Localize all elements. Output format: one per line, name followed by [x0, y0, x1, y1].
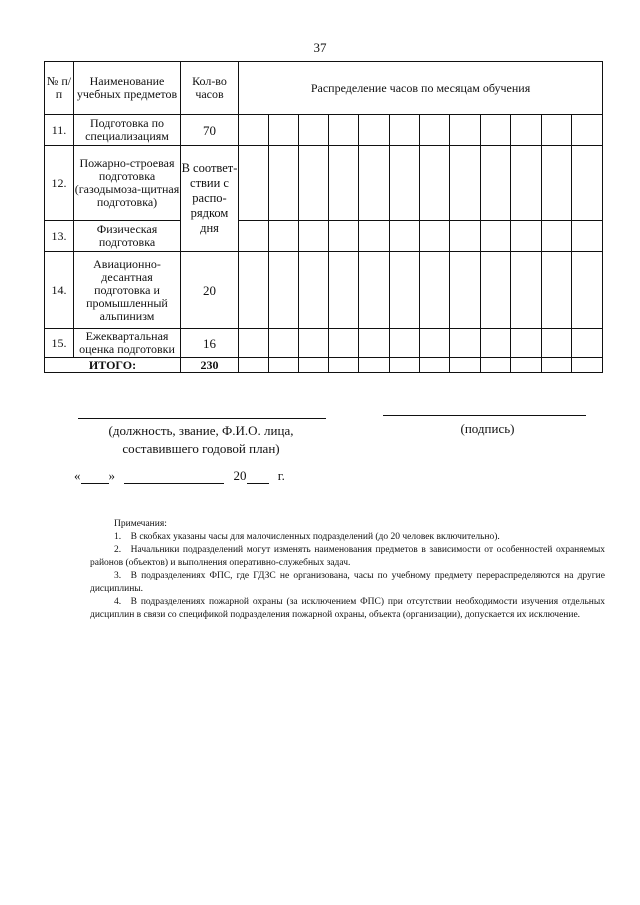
header-hours: Кол-во часов [181, 62, 239, 115]
table-row [45, 146, 603, 221]
signature-caption: (подпись) [460, 421, 515, 436]
row-hours: 20 [181, 252, 239, 329]
table-total-row [45, 358, 603, 373]
row-hours: 70 [181, 115, 239, 146]
note-item: 1. В скобках указаны часы для малочисленных подразделений (до 20 человек включительно). [114, 532, 500, 542]
date-open-quote: « [74, 468, 81, 483]
table-row [45, 221, 603, 252]
date-close-quote: » [108, 468, 115, 483]
total-label: ИТОГО: [45, 358, 181, 373]
table-row [45, 329, 603, 358]
row-num: 12. [45, 146, 74, 221]
row-name: Ежеквартальная оценка подготовки [74, 329, 181, 358]
note-item: 4. В подразделениях пожарной охраны (за исключением ФПС) при отсутствии необходимости изучения отдельных дисциплин в связи со спецификой подразделения пожарной охраны, объекта (организации), допускается их исключение. [90, 597, 605, 620]
header-distribution: Распределение часов по месяцам обучения [239, 62, 603, 115]
signature-position-line [78, 418, 326, 419]
row-hours-merged: В соответ-ствии с распо-рядком дня [181, 146, 239, 252]
row-name: Пожарно-строевая подготовка (газодымоза-щитная подготовка) [74, 146, 181, 221]
row-num: 11. [45, 115, 74, 146]
position-caption: (должность, звание, Ф.И.О. лица, составившего годовой план) [108, 423, 294, 456]
table-header-row [45, 62, 603, 115]
page-number: 37 [313, 40, 327, 55]
total-hours: 230 [181, 358, 239, 373]
table-row [45, 115, 603, 146]
notes-title: Примечания: [114, 519, 167, 529]
note-item: 3. В подразделениях ФПС, где ГДЗС не организована, часы по учебному предмету перераспределяются на другие дисциплины. [90, 571, 605, 594]
row-num: 15. [45, 329, 74, 358]
header-name: Наименование учебных предметов [74, 62, 181, 115]
row-num: 13. [45, 221, 74, 252]
training-plan-table [44, 61, 603, 373]
year-suffix: г. [277, 468, 285, 483]
month-blank [124, 471, 224, 484]
notes [90, 518, 605, 622]
day-blank [81, 471, 109, 484]
year-prefix: 20 [233, 468, 247, 483]
row-name: Подготовка по специализациям [74, 115, 181, 146]
row-name: Физическая подготовка [74, 221, 181, 252]
table-row [45, 252, 603, 329]
row-num: 14. [45, 252, 74, 329]
header-num: № п/п [45, 62, 74, 115]
note-item: 2. Начальники подразделений могут изменять наименования предметов в зависимости от особенностей охраняемых районов (объектов) и выполнения оперативно-служебных задач. [90, 545, 605, 568]
row-name: Авиационно-десантная подготовка и промышленный альпинизм [74, 252, 181, 329]
row-hours: 16 [181, 329, 239, 358]
signature-line [383, 415, 586, 416]
year-blank [247, 471, 269, 484]
date-line [74, 468, 285, 484]
